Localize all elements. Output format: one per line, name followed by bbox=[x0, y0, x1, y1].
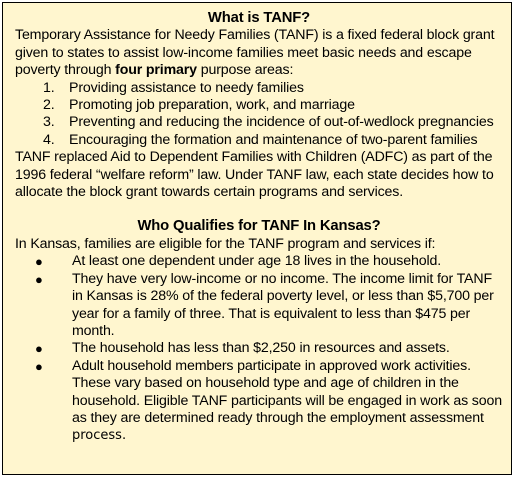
criterion-text: At least one dependent under age 18 lives in the household. bbox=[72, 253, 441, 270]
list-number: 4. bbox=[43, 131, 55, 148]
section-spacer bbox=[15, 201, 503, 218]
tanf-intro-paragraph bbox=[15, 27, 503, 79]
list-item bbox=[43, 132, 503, 149]
criterion-text-tail: process. bbox=[72, 428, 127, 444]
bullet-icon: ● bbox=[35, 254, 43, 270]
who-qualifies-heading: Who Qualifies for TANF In Kansas? bbox=[137, 218, 381, 235]
criterion-text: They have very low-income or no income. The income limit for TANF in Kansas is 28% of the federal poverty level, or less than $5,700 per year for a family of three. That is equivalent to less than $475 per month. bbox=[72, 270, 494, 339]
purpose-text: Preventing and reducing the incidence of out-of-wedlock pregnancies bbox=[69, 114, 494, 131]
list-number: 3. bbox=[43, 114, 55, 131]
purpose-text: Promoting job preparation, work, and marriage bbox=[69, 97, 355, 114]
bullet-icon: ● bbox=[35, 358, 43, 374]
tanf-intro-text: Temporary Assistance for Needy Families (TANF) is a fixed federal block grant given to states to assist low-income families meet basic needs and escape poverty through bbox=[15, 27, 495, 79]
list-item bbox=[35, 271, 503, 341]
four-primary-emphasis: four primary bbox=[115, 62, 197, 79]
tanf-history-paragraph: TANF replaced Aid to Dependent Families with Children (ADFC) as part of the 1996 federal “welfare reform” law. Under TANF law, each state decides how to allocate the block grant towards certain programs and services. bbox=[15, 149, 494, 201]
what-is-tanf-heading: What is TANF? bbox=[207, 10, 311, 26]
list-item bbox=[35, 253, 503, 270]
criterion-text-main: Adult household members participate in approved work activities. These vary based on household type and age of children in the household. Eligible TANF participants will be engaged in work as soon as they are determined ready through the employment assessment bbox=[72, 357, 502, 426]
eligibility-criteria-list bbox=[15, 253, 503, 444]
purpose-text: Providing assistance to needy families bbox=[69, 79, 304, 96]
purpose-areas-list bbox=[15, 80, 503, 150]
list-item bbox=[43, 97, 503, 114]
list-item bbox=[35, 358, 503, 445]
list-number: 1. bbox=[43, 79, 55, 96]
tanf-info-box bbox=[2, 2, 512, 475]
criterion-text: The household has less than $2,250 in resources and assets. bbox=[72, 340, 450, 357]
eligibility-intro: In Kansas, families are eligible for the TANF program and services if: bbox=[15, 235, 436, 252]
tanf-intro-tail: purpose areas: bbox=[196, 62, 294, 79]
criterion-text bbox=[72, 358, 503, 445]
list-item bbox=[35, 340, 503, 357]
list-number: 2. bbox=[43, 97, 55, 114]
list-item bbox=[43, 80, 503, 97]
list-item bbox=[43, 114, 503, 131]
purpose-text: Encouraging the formation and maintenance of two-parent families bbox=[69, 131, 478, 148]
bullet-icon: ● bbox=[35, 271, 43, 287]
bullet-icon: ● bbox=[35, 341, 43, 357]
